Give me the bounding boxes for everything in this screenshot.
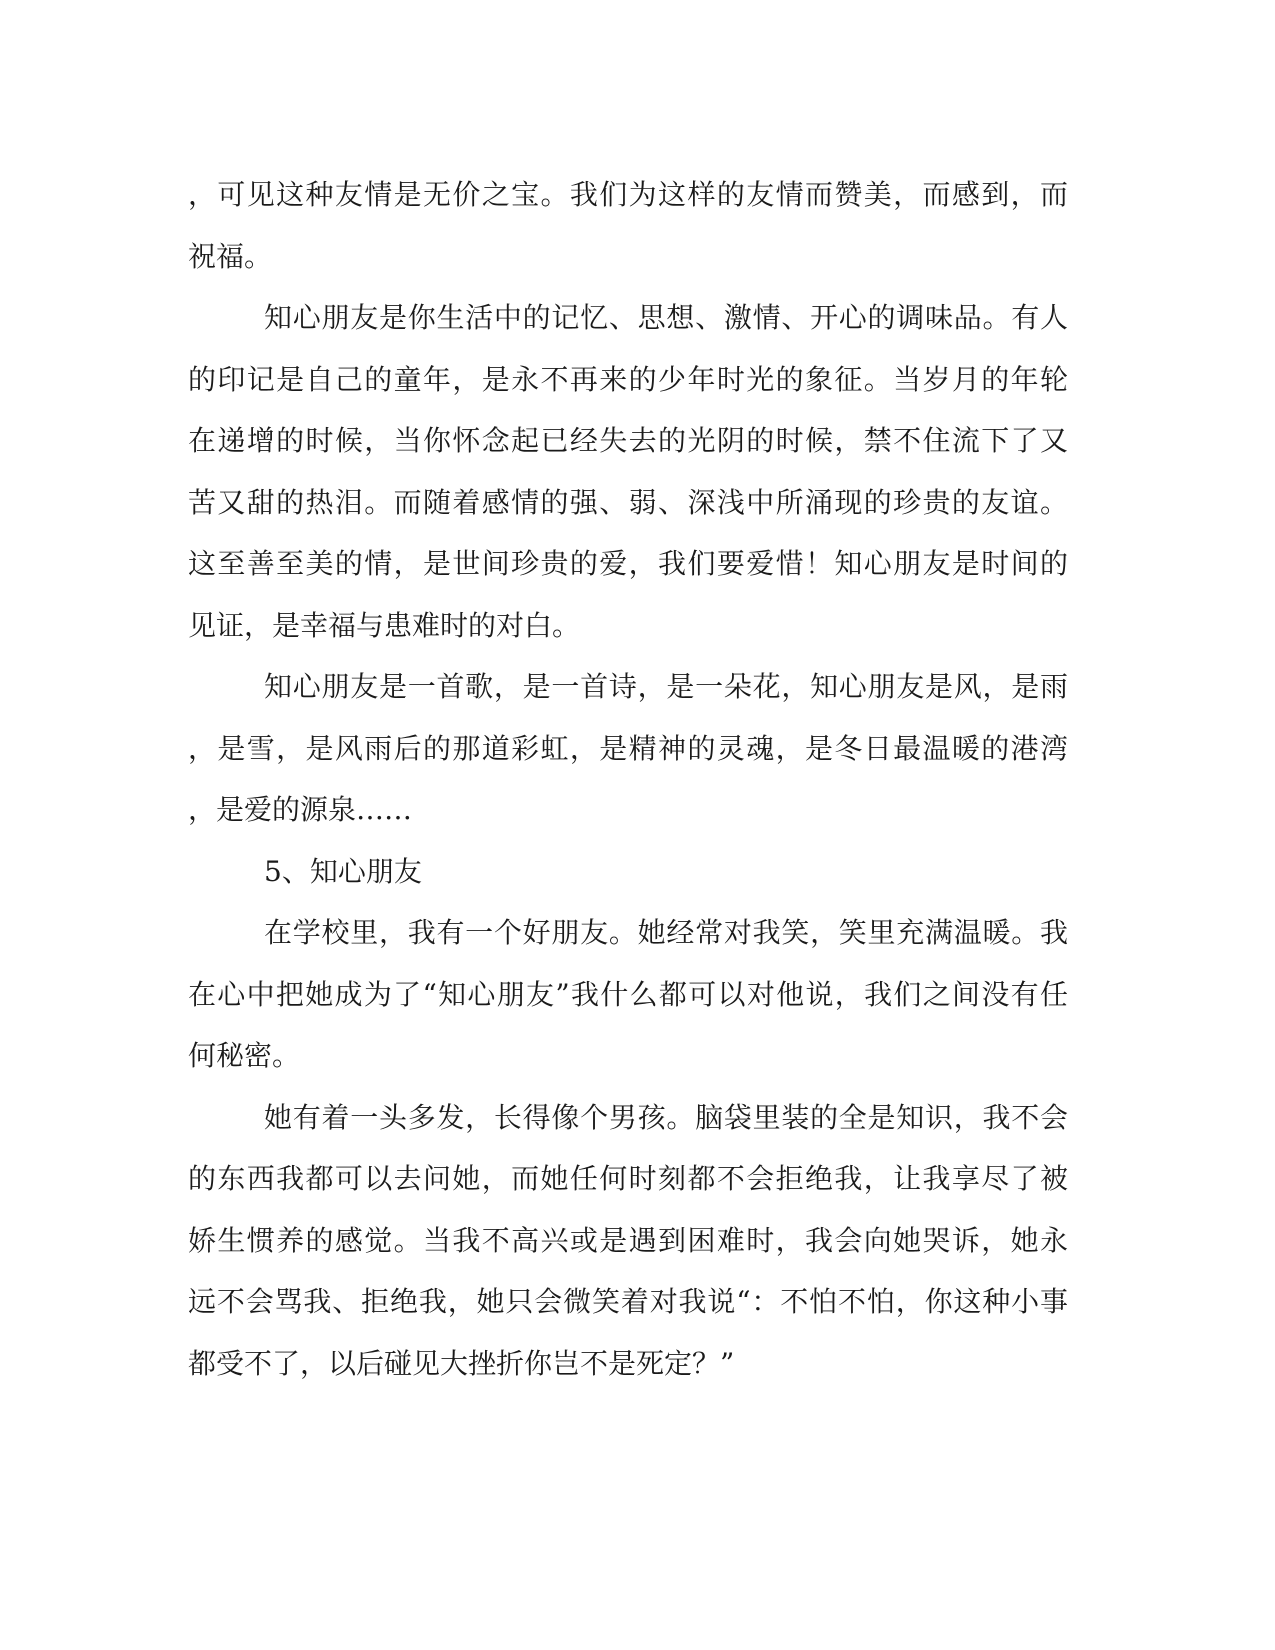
text-line: 她有着一头多发，长得像个男孩。脑袋里装的全是知识，我不会 — [264, 1100, 1068, 1134]
text-line: 的东西我都可以去问她，而她任何时刻都不会拒绝我，让我享尽了被 — [188, 1162, 1068, 1195]
text-line: 娇生惯养的感觉。当我不高兴或是遇到困难时，我会向她哭诉，她永 — [188, 1223, 1068, 1257]
text-line: 何秘密。 — [188, 1039, 301, 1072]
text-line: 都受不了，以后碰见大挫折你岂不是死定？” — [188, 1346, 735, 1380]
text-line: 远不会骂我、拒绝我，她只会微笑着对我说“：不怕不怕，你这种小事 — [188, 1285, 1068, 1318]
document-body — [188, 164, 1068, 1394]
text-line: ，是爱的源泉…… — [188, 793, 413, 826]
section-heading — [188, 841, 1068, 903]
text-line: 在学校里，我有一个好朋友。她经常对我笑，笑里充满温暖。我 — [264, 916, 1068, 949]
text-line: 祝福。 — [188, 239, 273, 273]
paragraph-friendship-value — [188, 164, 1068, 287]
paragraph-friend-description — [188, 1087, 1068, 1395]
text-line: ，可见这种友情是无价之宝。我们为这样的友情而赞美，而感到，而 — [188, 178, 1068, 211]
text-line: 知心朋友是一首歌，是一首诗，是一朵花，知心朋友是风，是雨 — [264, 670, 1068, 703]
text-line: 在心中把她成为了“知心朋友”我什么都可以对他说，我们之间没有任 — [188, 977, 1068, 1011]
text-line: 苦又甜的热泪。而随着感情的强、弱、深浅中所涌现的珍贵的友谊。 — [188, 485, 1068, 519]
text-line: ，是雪，是风雨后的那道彩虹，是精神的灵魂，是冬日最温暖的港湾 — [188, 731, 1068, 765]
text-line: 见证，是幸福与患难时的对白。 — [188, 608, 581, 642]
paragraph-memory — [188, 287, 1068, 656]
text-line: 的印记是自己的童年，是永不再来的少年时光的象征。当岁月的年轮 — [188, 362, 1068, 396]
text-line: 知心朋友是你生活中的记忆、思想、激情、开心的调味品。有人 — [264, 301, 1068, 334]
paragraph-school-friend — [188, 902, 1068, 1087]
paragraph-metaphors — [188, 656, 1068, 841]
text-line: 在递增的时候，当你怀念起已经失去的光阴的时候，禁不住流下了又 — [188, 424, 1068, 457]
section-title: 5、知心朋友 — [264, 854, 422, 888]
text-line: 这至善至美的情，是世间珍贵的爱，我们要爱惜！知心朋友是时间的 — [188, 547, 1068, 580]
